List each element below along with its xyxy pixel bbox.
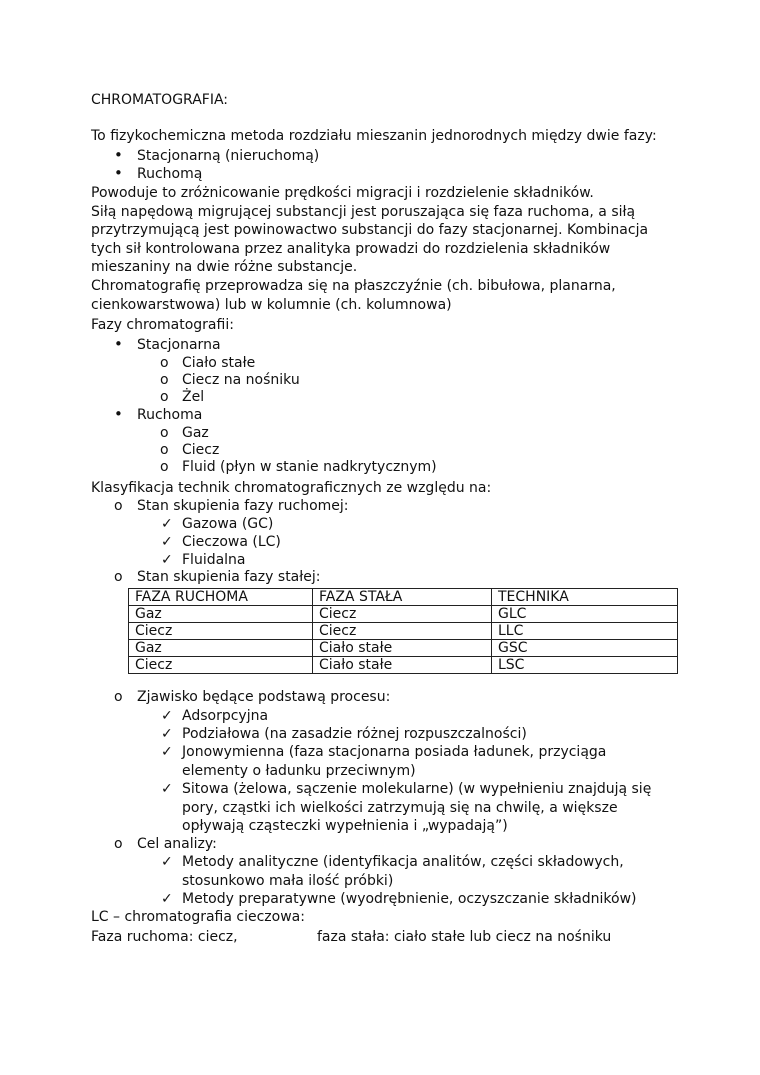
list-item: Ciecz xyxy=(182,442,220,458)
paragraph-line: Powoduje to zróżnicowanie prędkości migracji i rozdzielenie składników. xyxy=(91,185,594,201)
table-row xyxy=(129,606,678,623)
circle-marker: o xyxy=(114,569,123,585)
list-item: Jonowymienna (faza stacjonarna posiada ładunek, przyciąga xyxy=(182,744,607,760)
section-heading: LC – chromatografia cieczowa: xyxy=(91,909,305,925)
paragraph-line: Siłą napędową migrującej substancji jest poruszająca się faza ruchoma, a siłą xyxy=(91,204,636,220)
list-item: Żel xyxy=(182,389,205,405)
list-item: Adsorpcyjna xyxy=(182,708,269,724)
bullet-marker: • xyxy=(114,405,123,423)
table-cell: Gaz xyxy=(129,606,313,623)
table-cell: GSC xyxy=(492,640,678,657)
check-icon: ✓ xyxy=(161,708,173,724)
check-icon: ✓ xyxy=(161,726,173,742)
check-icon: ✓ xyxy=(161,516,173,532)
table-cell: LLC xyxy=(492,623,678,640)
paragraph-line: przytrzymującą jest powinowactwo substancji do fazy stacjonarnej. Kombinacja xyxy=(91,222,649,238)
circle-marker: o xyxy=(160,372,169,388)
list-item: Metody analityczne (identyfikacja analitów, części składowych, xyxy=(182,854,624,870)
document-title: CHROMATOGRAFIA: xyxy=(91,92,229,108)
table-cell: Ciecz xyxy=(313,623,492,640)
list-item: Zjawisko będące podstawą procesu: xyxy=(137,689,391,705)
circle-marker: o xyxy=(160,425,169,441)
list-item: Ciało stałe xyxy=(182,355,256,371)
check-icon: ✓ xyxy=(161,552,173,568)
circle-marker: o xyxy=(160,389,169,405)
phase-item: Ruchomą xyxy=(137,166,203,182)
list-item: Gaz xyxy=(182,425,209,441)
table-row xyxy=(129,640,678,657)
list-item: Ciecz na nośniku xyxy=(182,372,300,388)
list-item-continuation: pory, cząstki ich wielkości zatrzymują się na chwilę, a większe xyxy=(182,800,618,816)
circle-marker: o xyxy=(160,459,169,475)
lc-mobile-phase: Faza ruchoma: ciecz, xyxy=(91,929,238,945)
bullet-marker: • xyxy=(114,335,123,353)
table-cell: Ciecz xyxy=(313,606,492,623)
list-item: Cieczowa (LC) xyxy=(182,534,281,550)
table-cell: GLC xyxy=(492,606,678,623)
table-cell: Ciało stałe xyxy=(313,657,492,674)
table-row xyxy=(129,623,678,640)
list-item-continuation: elementy o ładunku przeciwnym) xyxy=(182,763,416,779)
section-heading: Klasyfikacja technik chromatograficznych ze względu na: xyxy=(91,480,492,496)
list-item: Metody preparatywne (wyodrębnienie, oczyszczanie składników) xyxy=(182,891,637,907)
circle-marker: o xyxy=(160,442,169,458)
circle-marker: o xyxy=(114,689,123,705)
check-icon: ✓ xyxy=(161,781,173,797)
table-row xyxy=(129,657,678,674)
check-icon: ✓ xyxy=(161,891,173,907)
list-item: Fluidalna xyxy=(182,552,246,568)
table-cell: Gaz xyxy=(129,640,313,657)
table-cell: Ciało stałe xyxy=(313,640,492,657)
paragraph-line: mieszaniny na dwie różne substancje. xyxy=(91,259,358,275)
list-item: Sitowa (żelowa, sączenie molekularne) (w wypełnieniu znajdują się xyxy=(182,781,652,797)
list-item: Ruchoma xyxy=(137,407,203,423)
table-header-cell: FAZA STAŁA xyxy=(313,589,492,606)
list-item: Stan skupienia fazy stałej: xyxy=(137,569,321,585)
list-item: Podziałowa (na zasadzie różnej rozpuszczalności) xyxy=(182,726,527,742)
intro-line: To fizykochemiczna metoda rozdziału mieszanin jednorodnych między dwie fazy: xyxy=(91,128,657,144)
paragraph-line: cienkowarstwowa) lub w kolumnie (ch. kolumnowa) xyxy=(91,297,452,313)
circle-marker: o xyxy=(114,498,123,514)
list-item: Stacjonarna xyxy=(137,337,221,353)
section-heading: Fazy chromatografii: xyxy=(91,317,234,333)
list-item: Gazowa (GC) xyxy=(182,516,274,532)
paragraph-line: tych sił kontrolowana przez analityka prowadzi do rozdzielenia składników xyxy=(91,241,611,257)
table-cell: Ciecz xyxy=(129,657,313,674)
table-header-cell: FAZA RUCHOMA xyxy=(129,589,313,606)
phase-item: Stacjonarną (nieruchomą) xyxy=(137,148,320,164)
list-item: Fluid (płyn w stanie nadkrytycznym) xyxy=(182,459,437,475)
bullet-marker: • xyxy=(114,146,123,164)
bullet-marker: • xyxy=(114,164,123,182)
list-item-continuation: opływają cząsteczki wypełnienia i „wypadają”) xyxy=(182,818,508,834)
table-cell: LSC xyxy=(492,657,678,674)
check-icon: ✓ xyxy=(161,744,173,760)
table-header-cell: TECHNIKA xyxy=(492,589,678,606)
table-cell: Ciecz xyxy=(129,623,313,640)
circle-marker: o xyxy=(114,836,123,852)
table-header-row xyxy=(129,589,678,606)
phase-technique-table xyxy=(128,588,678,674)
list-item: Stan skupienia fazy ruchomej: xyxy=(137,498,349,514)
check-icon: ✓ xyxy=(161,854,173,870)
check-icon: ✓ xyxy=(161,534,173,550)
lc-stationary-phase: faza stała: ciało stałe lub ciecz na nośniku xyxy=(317,929,612,945)
list-item: Cel analizy: xyxy=(137,836,217,852)
paragraph-line: Chromatografię przeprowadza się na płaszczyźnie (ch. bibułowa, planarna, xyxy=(91,278,616,294)
list-item-continuation: stosunkowo mała ilość próbki) xyxy=(182,873,394,889)
circle-marker: o xyxy=(160,355,169,371)
